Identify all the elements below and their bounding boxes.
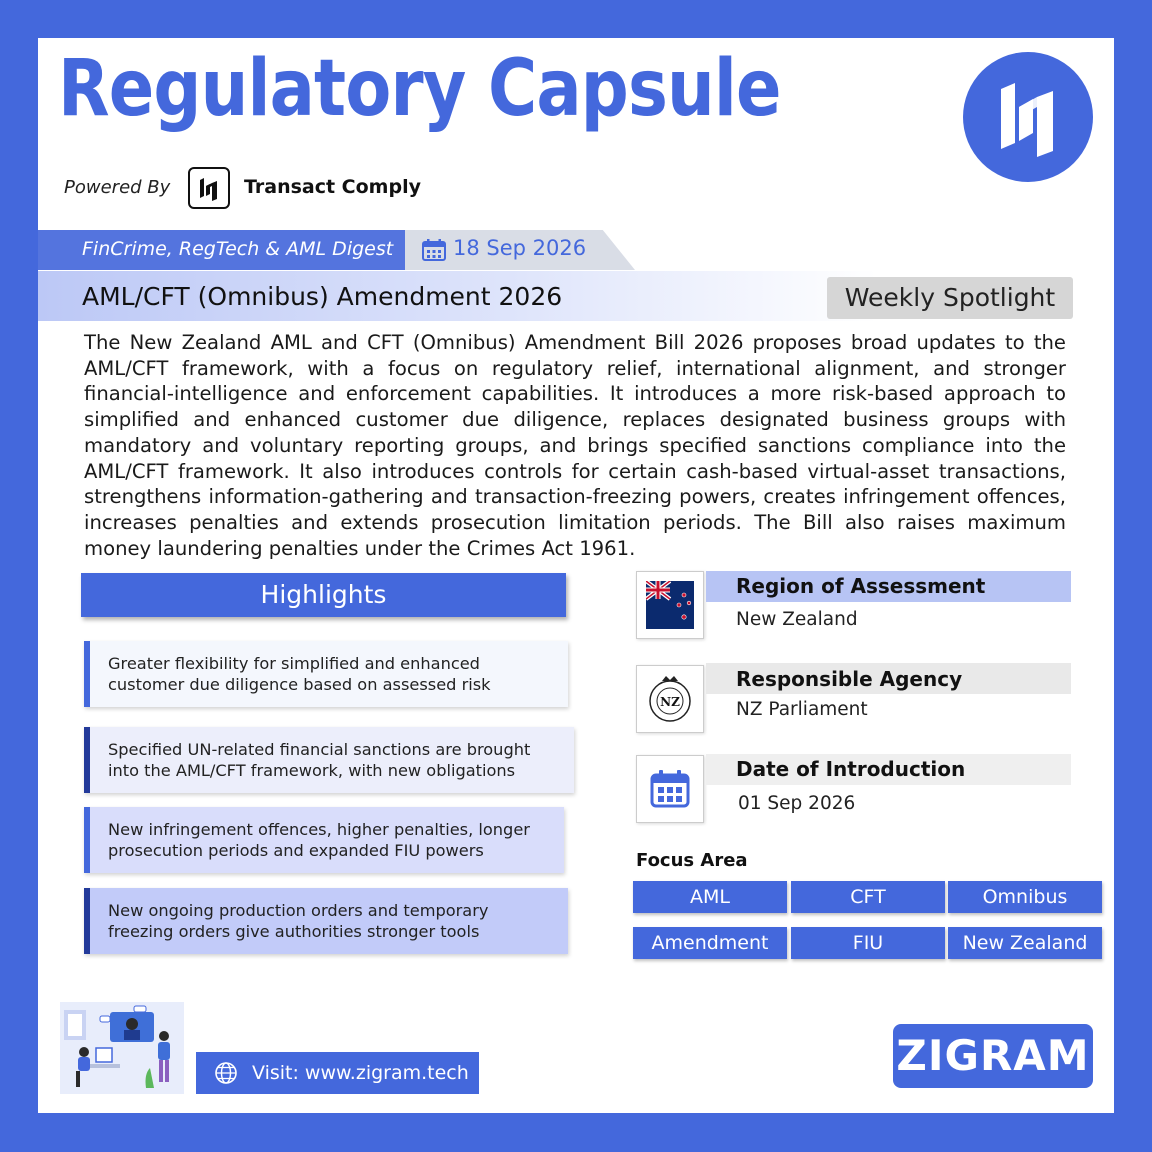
highlight-item: New infringement offences, higher penalties, longer prosecution periods and expanded FIU powers (84, 807, 564, 873)
capsule-card (38, 38, 1114, 1113)
focus-area-title: Focus Area (636, 850, 748, 871)
calendar-icon (422, 239, 446, 261)
highlight-item: New ongoing production orders and temporary freezing orders give authorities stronger tools (84, 888, 568, 954)
brand-name: Transact Comply (244, 176, 421, 198)
region-value: New Zealand (736, 609, 858, 630)
focus-tag: FIU (791, 927, 945, 959)
weekly-spotlight-badge: Weekly Spotlight (827, 277, 1073, 319)
globe-icon (214, 1061, 238, 1085)
focus-tag: AML (633, 881, 787, 913)
brand-mark-icon (993, 77, 1063, 157)
calendar-icon (636, 755, 704, 823)
focus-tag: New Zealand (948, 927, 1102, 959)
page-title: Regulatory Capsule (58, 44, 781, 134)
focus-tag: Omnibus (948, 881, 1102, 913)
office-illustration (60, 1002, 184, 1094)
zigram-logo: ZIGRAM (893, 1024, 1093, 1088)
transact-comply-logo (963, 52, 1093, 182)
transact-comply-icon (188, 167, 230, 209)
focus-tag: CFT (791, 881, 945, 913)
digest-label: FinCrime, RegTech & AML Digest (82, 238, 394, 260)
headline-title: AML/CFT (Omnibus) Amendment 2026 (82, 282, 563, 311)
visit-text: Visit: www.zigram.tech (252, 1062, 469, 1084)
date-label: Date of Introduction (736, 757, 966, 781)
agency-value: NZ Parliament (736, 699, 868, 720)
seal-text: NZ (660, 695, 680, 709)
nz-parliament-seal-icon (636, 665, 704, 733)
nz-flag-icon (636, 571, 704, 639)
highlights-header: Highlights (81, 573, 566, 617)
summary-paragraph: The New Zealand AML and CFT (Omnibus) Amendment Bill 2026 proposes broad updates to the AML/CFT framework, with a focus on regulatory relief, international alignment, and stronger financial-intelligence and enforcement capabilities. It introduces a more risk-based approach to simplified and enhanced customer due diligence, replaces designated business groups with mandatory and voluntary reporting groups, and brings specified sanctions compliance into the AML/CFT framework. It also introduces controls for certain cash-based virtual-asset transactions, strengthens information-gathering and transaction-freezing powers, creates infringement offences, increases penalties and extends prosecution limitation periods. The Bill also raises maximum money laundering penalties under the Crimes Act 1961. (84, 331, 1066, 560)
highlight-item: Greater flexibility for simplified and enhanced customer due diligence based on assessed risk (84, 641, 568, 707)
highlight-item: Specified UN-related financial sanctions are brought into the AML/CFT framework, with new obligations (84, 727, 574, 793)
focus-tag: Amendment (633, 927, 787, 959)
date-value: 01 Sep 2026 (738, 793, 856, 814)
region-label: Region of Assessment (736, 574, 986, 598)
powered-by-label: Powered By (64, 177, 171, 198)
agency-label: Responsible Agency (736, 667, 963, 691)
visit-website-link[interactable] (196, 1052, 479, 1094)
issue-date: 18 Sep 2026 (453, 236, 587, 260)
